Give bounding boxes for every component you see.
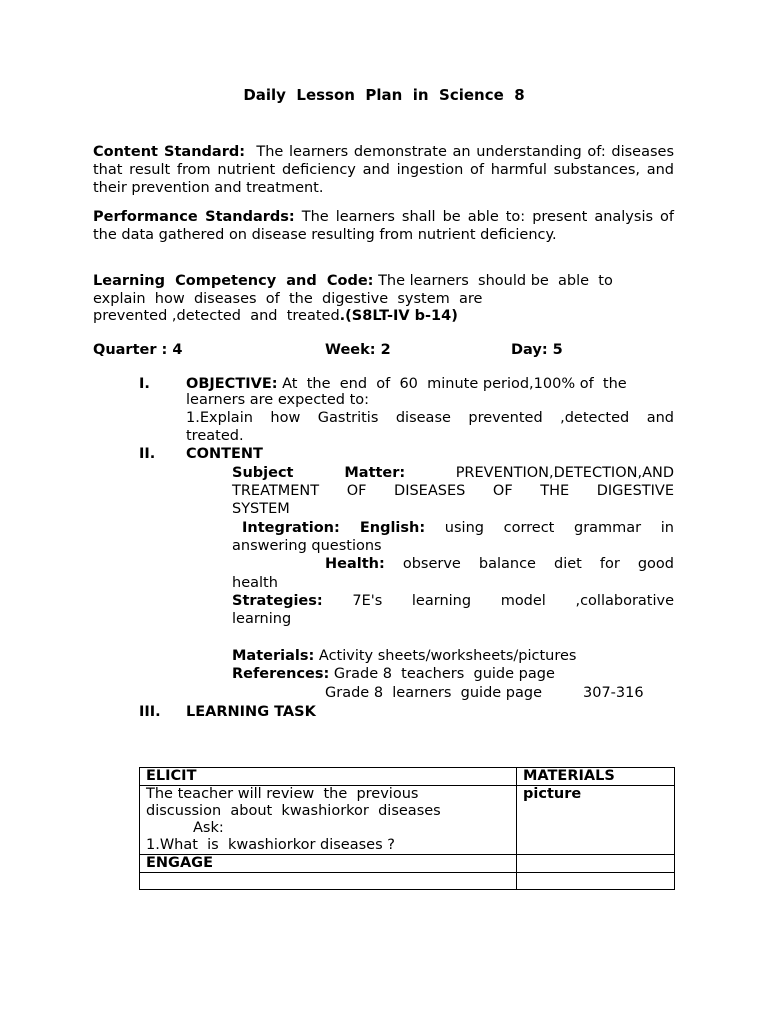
- objective-item1-cont: treated.: [186, 428, 244, 444]
- learning-competency-label: Learning Competency and Code:: [93, 273, 374, 289]
- elicit-line4: 1.What is kwashiorkor diseases ?: [146, 837, 395, 853]
- subject-matter-line3: SYSTEM: [232, 501, 290, 517]
- quarter: Quarter : 4: [93, 342, 183, 358]
- empty-material-cell: [517, 873, 675, 890]
- strategies-line1: [232, 592, 674, 610]
- references-line2: Grade 8 learners guide page: [325, 685, 543, 701]
- references-label: References:: [232, 666, 330, 682]
- materials-line: [232, 647, 576, 665]
- strategies-line2: learning: [232, 611, 292, 627]
- elicit-line2: discussion about kwashiorkor diseases: [146, 803, 441, 819]
- materials-header-cell: MATERIALS: [517, 768, 675, 786]
- engage-cell: ENGAGE: [140, 855, 517, 873]
- health-label: Health:: [325, 556, 385, 572]
- learning-task-numeral: III.: [139, 704, 161, 720]
- table-header-row: [140, 768, 675, 786]
- materials-text: Activity sheets/worksheets/pictures: [318, 648, 577, 664]
- material-cell: picture: [517, 786, 675, 855]
- integration-line2: answering questions: [232, 538, 382, 554]
- objective-numeral: I.: [139, 376, 150, 392]
- performance-standards-label: Performance Standards:: [93, 209, 295, 225]
- table-row: [140, 873, 675, 890]
- empty-cell: [140, 873, 517, 890]
- objective-text1: At the end of 60 minute period,100% of the: [282, 376, 627, 392]
- integration-line1: [242, 519, 674, 537]
- content-standard-text: The learners demonstrate an understanding of: diseases that result from nutrient deficiency and ingestion of harmful substances, and their prevention and treatment.: [93, 144, 674, 196]
- elicit-line3: Ask:: [193, 820, 224, 836]
- learning-competency-text1: The learners should be able to: [378, 273, 613, 289]
- objective-item1: 1.Explain how Gastritis disease prevented ,detected and: [186, 410, 674, 426]
- references-pages: 307-316: [583, 685, 644, 701]
- integration-text1: using correct grammar in: [444, 520, 674, 536]
- content-label: CONTENT: [186, 446, 263, 462]
- content-standard-label: Content Standard:: [93, 144, 246, 160]
- elicit-line1: The teacher will review the previous: [146, 786, 419, 802]
- content-numeral: II.: [139, 446, 156, 462]
- day: Day: 5: [511, 342, 563, 358]
- health-line1: [325, 555, 674, 573]
- integration-label: Integration: English:: [242, 520, 426, 536]
- elicit-content-cell: [140, 786, 517, 855]
- learning-competency-line1: [93, 272, 613, 290]
- performance-standards: [93, 208, 674, 244]
- table-row: [140, 855, 675, 873]
- learning-competency-code: .(S8LT-IV b-14): [339, 308, 458, 324]
- engage-material-cell: [517, 855, 675, 873]
- materials-label: Materials:: [232, 648, 315, 664]
- page-title: Daily Lesson Plan in Science 8: [243, 86, 525, 104]
- subject-matter-label: Subject Matter:: [232, 465, 406, 481]
- learning-competency-text3: prevented ,detected and treated: [93, 308, 340, 324]
- health-line2: health: [232, 575, 278, 591]
- subject-matter-line2: TREATMENT OF DISEASES OF THE DIGESTIVE: [232, 483, 674, 499]
- learning-competency-line3: [93, 307, 458, 325]
- strategies-text1: 7E's learning model ,collaborative: [352, 593, 675, 609]
- elicit-header-cell: ELICIT: [140, 768, 517, 786]
- subject-matter-text1: PREVENTION,DETECTION,AND: [455, 465, 675, 481]
- performance-standards-text: The learners shall be able to: present analysis of the data gathered on disease resulting from nutrient deficiency.: [93, 209, 675, 243]
- objective-label: OBJECTIVE:: [186, 376, 278, 392]
- health-text1: observe balance diet for good: [402, 556, 675, 572]
- week: Week: 2: [325, 342, 391, 358]
- references-text: Grade 8 teachers guide page: [333, 666, 555, 682]
- subject-matter-line1: [232, 464, 674, 482]
- learning-task-label: LEARNING TASK: [186, 704, 316, 720]
- content-standard: [93, 143, 674, 197]
- references-line1: [232, 665, 555, 683]
- learning-task-table: [139, 767, 675, 890]
- strategies-label: Strategies:: [232, 593, 323, 609]
- table-row: [140, 786, 675, 855]
- objective-line2: learners are expected to:: [186, 392, 370, 408]
- learning-competency-line2: explain how diseases of the digestive system are: [93, 291, 483, 307]
